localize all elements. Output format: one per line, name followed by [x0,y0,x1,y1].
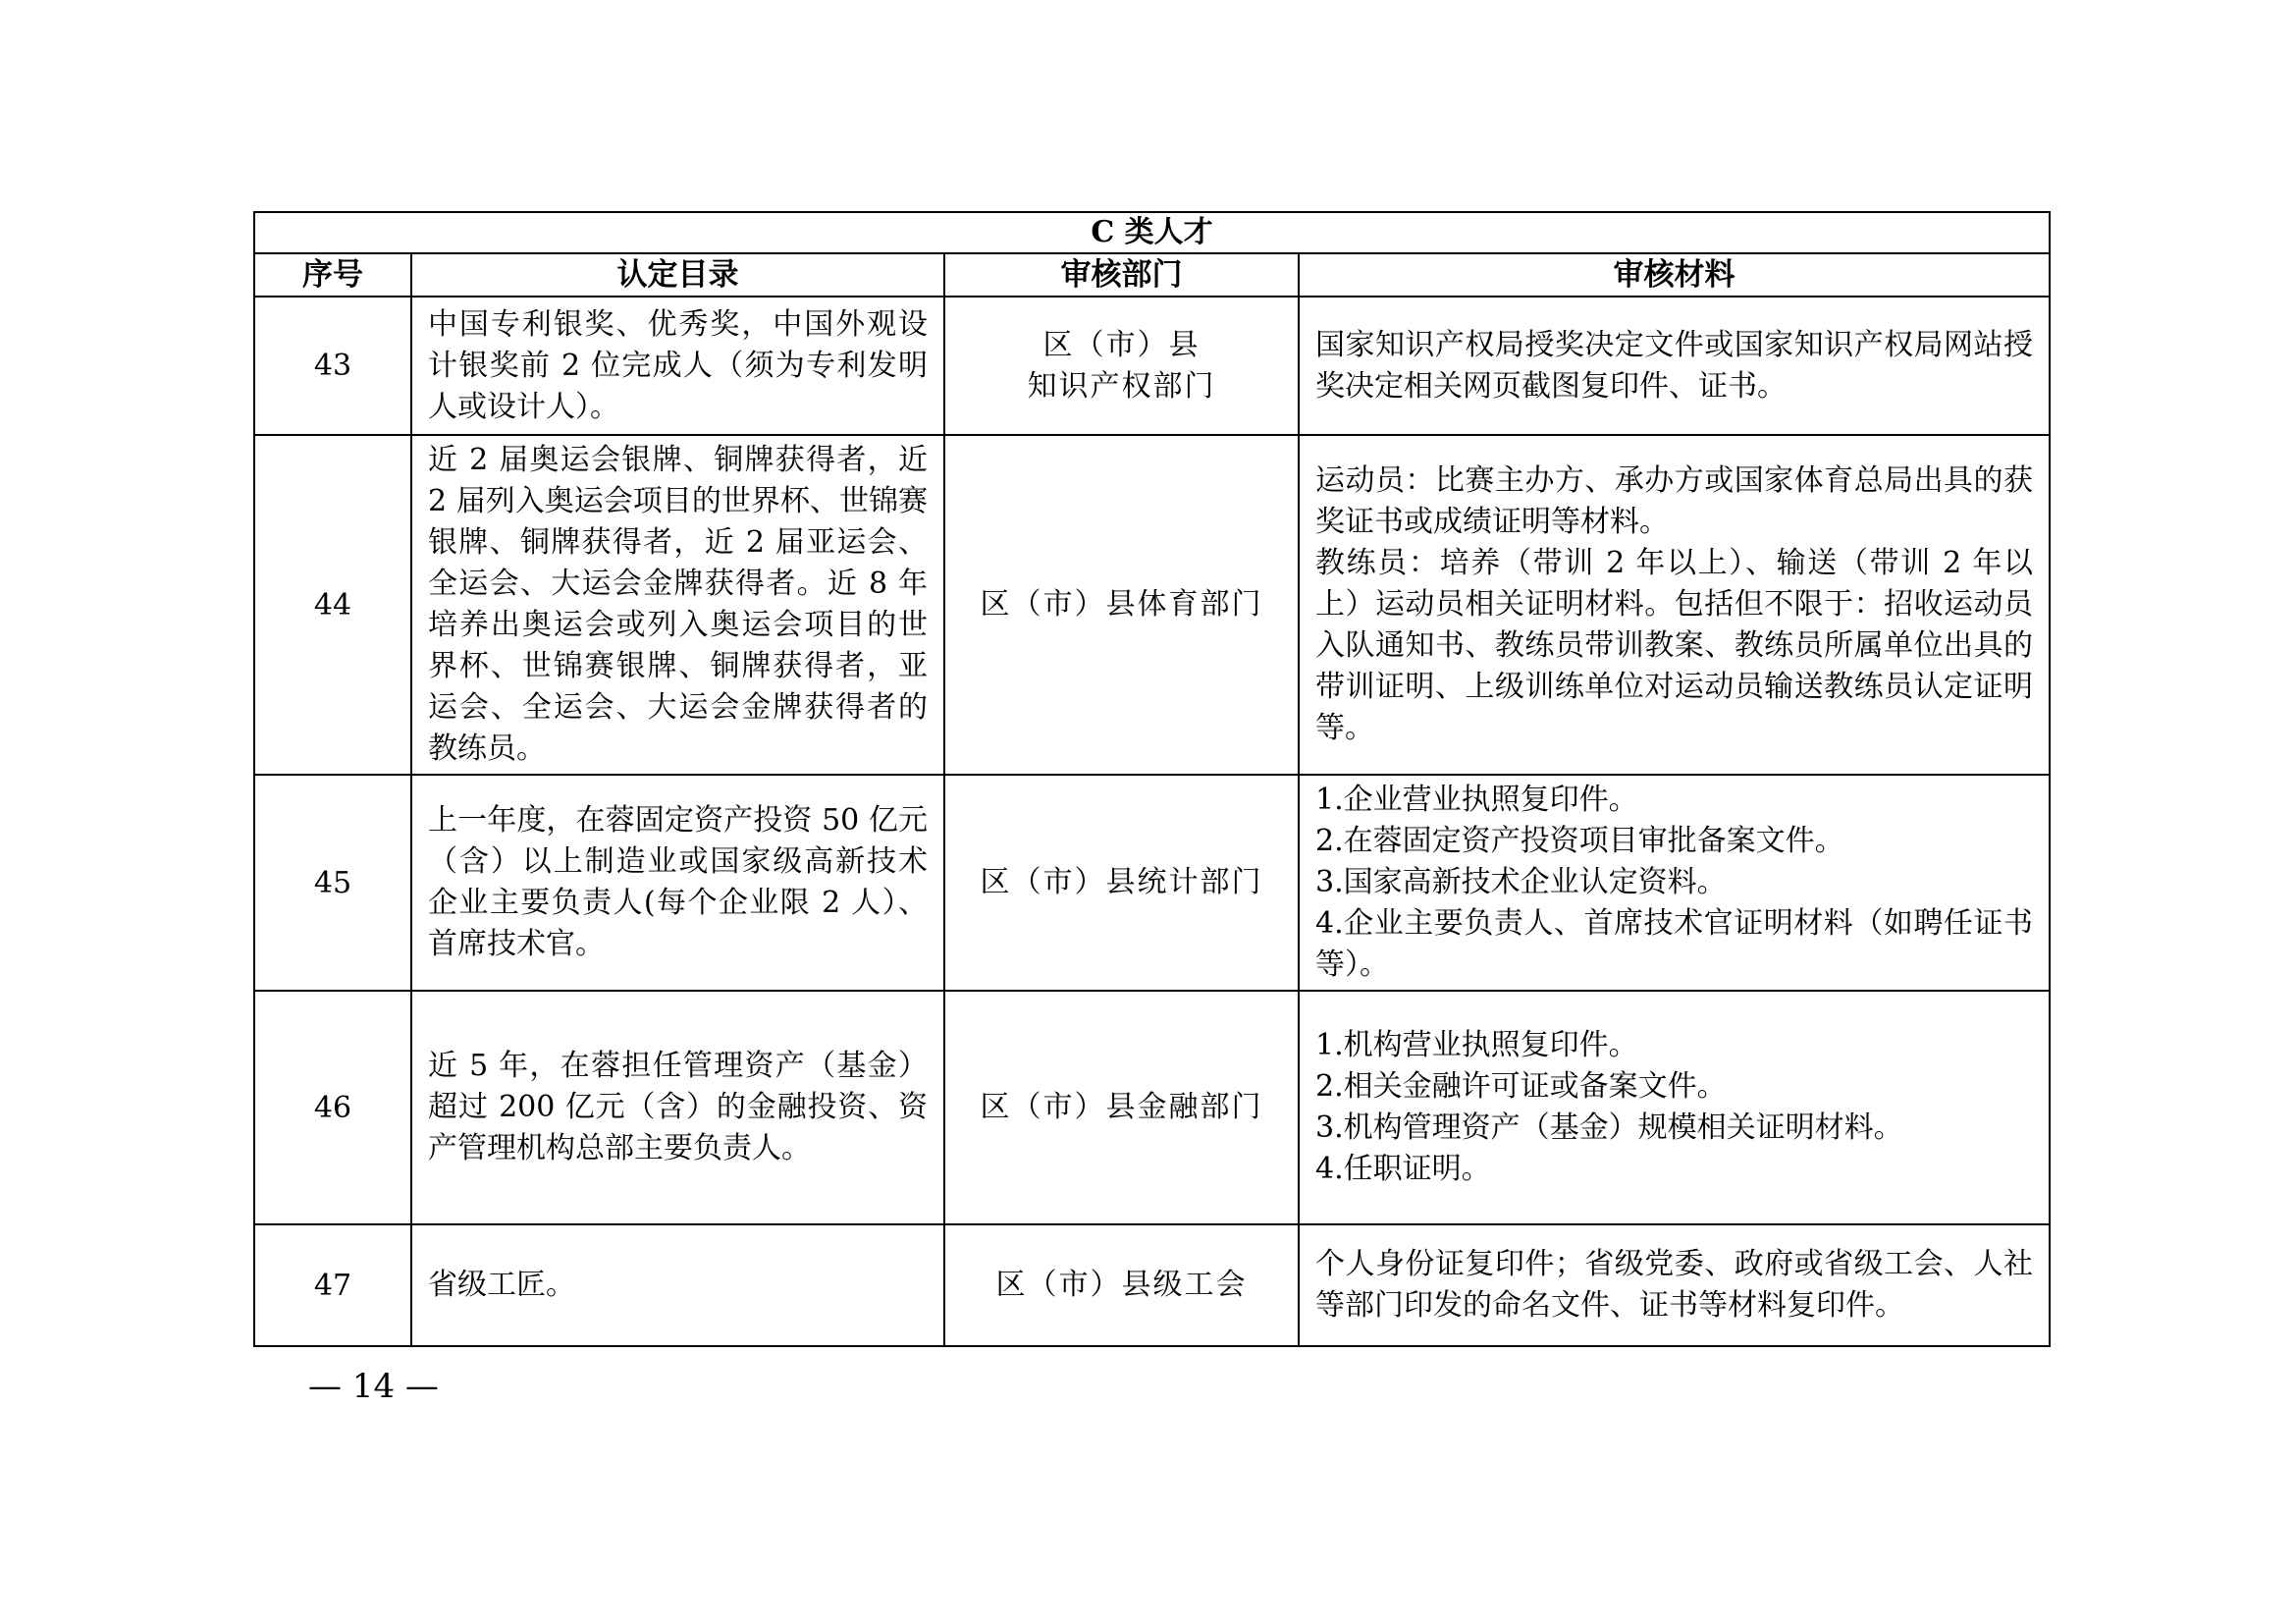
material-line: 4.任职证明。 [1315,1152,1491,1186]
dept-line: 区（市）县级工会 [995,1268,1248,1302]
talent-table [253,211,2051,1347]
material-line: 4.企业主要负责人、首席技术官证明材料（如聘任证书等）。 [1315,906,2034,982]
row-dept [944,1224,1299,1346]
table-row [254,775,2050,991]
material-line: 1.机构营业执照复印件。 [1315,1028,1638,1062]
table-row [254,435,2050,775]
row-materials [1299,991,2050,1224]
row-catalog: 中国专利银奖、优秀奖，中国外观设计银奖前 2 位完成人（须为专利发明人或设计人）。 [411,297,944,435]
material-line: 运动员：比赛主办方、承办方或国家体育总局出具的获奖证书或成绩证明等材料。 [1315,463,2034,539]
row-catalog: 近 5 年，在蓉担任管理资产（基金）超过 200 亿元（含）的金融投资、资产管理机构总部主要负责人。 [411,991,944,1224]
row-seq: 47 [254,1224,411,1346]
row-materials [1299,297,2050,435]
header-catalog: 认定目录 [411,253,944,297]
row-seq: 44 [254,435,411,775]
dept-line: 区（市）县 [1042,327,1201,362]
table-header-row [254,253,2050,297]
dept-line: 区（市）县金融部门 [980,1090,1263,1124]
row-dept [944,775,1299,991]
row-dept [944,297,1299,435]
dept-line: 区（市）县体育部门 [980,587,1263,622]
row-materials [1299,775,2050,991]
table-row [254,1224,2050,1346]
row-dept [944,435,1299,775]
table-title-row [254,212,2050,253]
dept-line: 知识产权部门 [1027,368,1216,404]
table-row [254,991,2050,1224]
row-materials [1299,435,2050,775]
material-line: 个人身份证复印件；省级党委、政府或省级工会、人社等部门印发的命名文件、证书等材料复印件。 [1315,1247,2034,1323]
row-seq: 45 [254,775,411,991]
row-catalog: 上一年度，在蓉固定资产投资 50 亿元（含）以上制造业或国家级高新技术企业主要负责人(每个企业限 2 人）、首席技术官。 [411,775,944,991]
row-catalog: 近 2 届奥运会银牌、铜牌获得者，近 2 届列入奥运会项目的世界杯、世锦赛银牌、铜牌获得者，近 2 届亚运会、全运会、大运会金牌获得者。近 8 年培养出奥运会或列入奥运会项目的世界杯、世锦赛银牌、铜牌获得者，亚运会、全运会、大运会金牌获得者的教练员。 [411,435,944,775]
table-title: C 类人才 [254,212,2050,253]
row-catalog: 省级工匠。 [411,1224,944,1346]
header-materials: 审核材料 [1299,253,2050,297]
dept-line: 区（市）县统计部门 [980,865,1263,899]
material-line: 教练员：培养（带训 2 年以上）、输送（带训 2 年以上）运动员相关证明材料。包括但不限于：招收运动员入队通知书、教练员带训教案、教练员所属单位出具的带训证明、上级训练单位对运动员输送教练员认定证明等。 [1315,546,2034,745]
header-seq: 序号 [254,253,411,297]
material-line: 2.在蓉固定资产投资项目审批备案文件。 [1315,824,1844,858]
row-seq: 46 [254,991,411,1224]
material-line: 1.企业营业执照复印件。 [1315,783,1638,817]
material-line: 国家知识产权局授奖决定文件或国家知识产权局网站授奖决定相关网页截图复印件、证书。 [1315,327,2034,404]
header-dept: 审核部门 [944,253,1299,297]
material-line: 3.国家高新技术企业认定资料。 [1315,865,1727,899]
table-row [254,297,2050,435]
row-seq: 43 [254,297,411,435]
row-dept [944,991,1299,1224]
row-materials [1299,1224,2050,1346]
page-number: — 14 — [308,1367,439,1406]
material-line: 3.机构管理资产（基金）规模相关证明材料。 [1315,1110,1903,1145]
material-line: 2.相关金融许可证或备案文件。 [1315,1069,1727,1104]
